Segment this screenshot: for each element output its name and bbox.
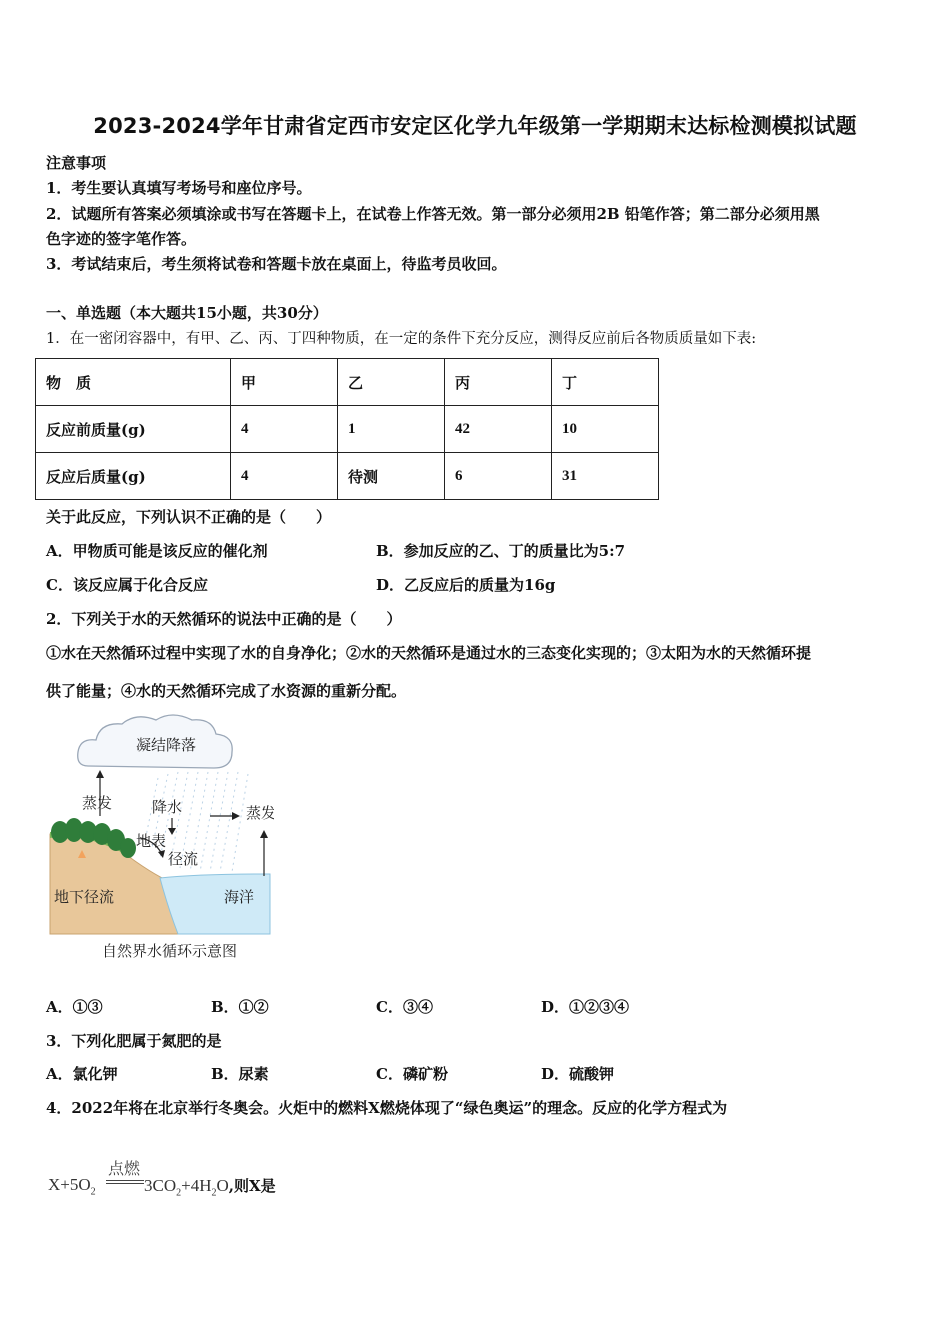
eq-suffix: ,则X是: [228, 1177, 276, 1195]
label-cloud: 凝结降落: [136, 736, 197, 754]
water-cycle-figure: [48, 708, 274, 968]
label-ocean: 海洋: [224, 888, 255, 906]
eq-double-bar: [106, 1183, 144, 1184]
eq-sub-o2: 2: [90, 1186, 96, 1198]
q2-option-a: A．①③: [46, 998, 103, 1016]
q2-option-c: C．③④: [376, 998, 433, 1016]
table-header-cell: 丙: [445, 359, 552, 406]
table-row: [36, 359, 659, 406]
label-evaporate-left: 蒸发: [82, 794, 113, 812]
table-cell: 4: [231, 406, 338, 453]
table-header-cell: 物 质: [36, 359, 231, 406]
notice-item-2: 2．试题所有答案必须填涂或书写在答题卡上，在试卷上作答无效。第一部分必须用2B 铅笔作答；第二部分必须用黑: [46, 205, 820, 223]
table-cell: 4: [231, 453, 338, 500]
table-cell: 反应后质量(g): [36, 453, 231, 500]
eq-sub-co2: 2: [176, 1187, 182, 1199]
q2-option-b: B．①②: [211, 998, 269, 1016]
table-cell: 反应前质量(g): [36, 406, 231, 453]
label-surface: 地表: [136, 832, 167, 850]
q4-equation: [48, 1154, 348, 1206]
arrow-head-icon: [232, 812, 240, 820]
table-header-cell: 乙: [338, 359, 445, 406]
arrow-head-icon: [168, 828, 176, 835]
table-cell: 1: [338, 406, 445, 453]
arrow-head-icon: [260, 830, 268, 838]
notice-item-1: 1．考生要认真填写考场号和座位序号。: [46, 179, 312, 197]
q3-option-d: D．硫酸钾: [541, 1065, 615, 1083]
label-runoff: 径流: [168, 850, 199, 868]
table-row: [36, 406, 659, 453]
q1-table: [35, 358, 659, 500]
q1-question: 关于此反应，下列认识不正确的是（ ）: [46, 508, 332, 526]
q1-option-a: A．甲物质可能是该反应的催化剂: [46, 542, 268, 560]
table-cell: 待测: [338, 453, 445, 500]
q3-stem: 3．下列化肥属于氮肥的是: [46, 1032, 222, 1050]
q3-option-b: B．尿素: [211, 1065, 269, 1083]
table-header-cell: 甲: [231, 359, 338, 406]
q1-stem: 1．在一密闭容器中，有甲、乙、丙、丁四种物质，在一定的条件下充分反应，测得反应前后各物质质量如下表:: [46, 331, 757, 347]
q3-option-c: C．磷矿粉: [376, 1065, 448, 1083]
q2-statements-line2: 供了能量；④水的天然循环完成了水资源的重新分配。: [46, 682, 407, 700]
table-row: [36, 453, 659, 500]
arrow-head-icon: [158, 850, 165, 858]
eq-sub-h2: 2: [211, 1187, 217, 1199]
q3-option-a: A．氯化钾: [46, 1065, 118, 1083]
section-heading: 一、单选题（本大题共15小题，共30分）: [46, 304, 328, 322]
eq-lhs: X+5O: [48, 1175, 91, 1194]
notice-heading: 注意事项: [46, 154, 107, 172]
eq-co2: 3CO: [144, 1176, 177, 1195]
table-cell: 10: [552, 406, 659, 453]
arrow-head-icon: [96, 770, 104, 778]
label-groundwater: 地下径流: [54, 888, 115, 906]
notice-item-2-cont: 色字迹的签字笔作答。: [46, 230, 197, 248]
label-precipitation: 降水: [152, 798, 183, 816]
q1-option-c: C．该反应属于化合反应: [46, 576, 208, 594]
eq-plus-h2: +4H: [181, 1176, 212, 1195]
notice-item-3: 3．考试结束后，考生须将试卷和答题卡放在桌面上，待监考员收回。: [46, 255, 507, 273]
table-header-cell: 丁: [552, 359, 659, 406]
q1-option-b: B．参加反应的乙、丁的质量比为5:7: [376, 542, 626, 560]
eq-double-bar: [106, 1180, 144, 1181]
q2-statements-line1: ①水在天然循环过程中实现了水的自身净化；②水的天然循环是通过水的三态变化实现的；③太阳为水的天然循环提: [46, 644, 812, 662]
q4-stem: 4．2022年将在北京举行冬奥会。火炬中的燃料X燃烧体现了“绿色奥运”的理念。反应的化学方程式为: [46, 1099, 728, 1117]
q2-option-d: D．①②③④: [541, 998, 630, 1016]
q1-option-d: D．乙反应后的质量为16g: [376, 576, 556, 594]
page-title: 2023-2024学年甘肃省定西市安定区化学九年级第一学期期末达标检测模拟试题: [93, 114, 857, 138]
q2-stem: 2．下列关于水的天然循环的说法中正确的是（ ）: [46, 610, 402, 628]
table-cell: 6: [445, 453, 552, 500]
table-cell: 31: [552, 453, 659, 500]
table-cell: 42: [445, 406, 552, 453]
eq-o: O: [216, 1176, 229, 1195]
eq-condition: 点燃: [108, 1161, 141, 1178]
figure-caption: 自然界水循环示意图: [102, 942, 238, 960]
label-evaporate-right: 蒸发: [246, 804, 274, 822]
water-cycle-illustration: [48, 708, 274, 968]
